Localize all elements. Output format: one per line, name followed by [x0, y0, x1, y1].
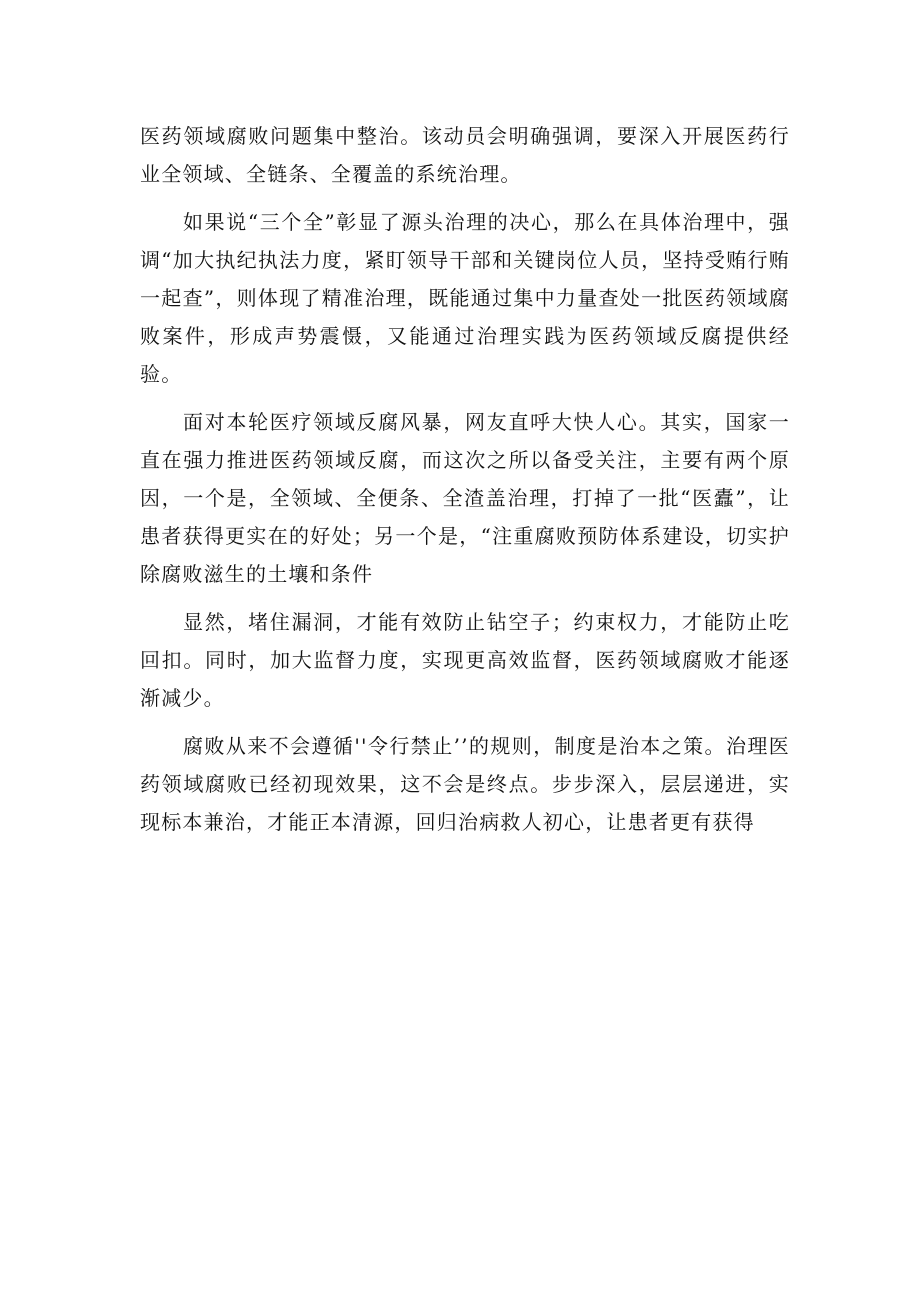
paragraph-3: 面对本轮医疗领域反腐风暴，网友直呼大快人心。其实，国家一直在强力推进医药领域反腐，而这次之所以备受关注，主要有两个原因，一个是，全领域、全便条、全渣盖治理，打掉了一批“医蠹”，让患者获得更实在的好处；另一个是，“注重腐败预防体系建设，切实护除腐败滋生的土壤和条件	[140, 410, 790, 586]
paragraph-1: 医药领域腐败问题集中整治。该动员会明确强调，要深入开展医药行业全领域、全链条、全覆盖的系统治理。	[140, 124, 790, 186]
paragraph-5: 腐败从来不会遵循''令行禁止’’的规则，制度是治本之策。治理医药领域腐败已经初现效果，这不会是终点。步步深入，层层递进，实现标本兼治，才能正本清源，回归治病救人初心，让患者更有获得	[140, 734, 790, 834]
document-body	[140, 117, 790, 851]
paragraph-2: 如果说“三个全”彰显了源头治理的决心，那么在具体治理中，强调“加大执纪执法力度，紧盯领导干部和关键岗位人员，坚持受贿行贿一起查”，则体现了精准治理，既能通过集中力量查处一批医药领域腐败案件，形成声势震慑，又能通过治理实践为医药领域反腐提供经验。	[140, 210, 790, 386]
paragraph-4: 显然，堵住漏洞，才能有效防止钻空子；约束权力，才能防止吃回扣。同时，加大监督力度，实现更高效监督，医药领域腐败才能逐渐减少。	[140, 610, 790, 710]
